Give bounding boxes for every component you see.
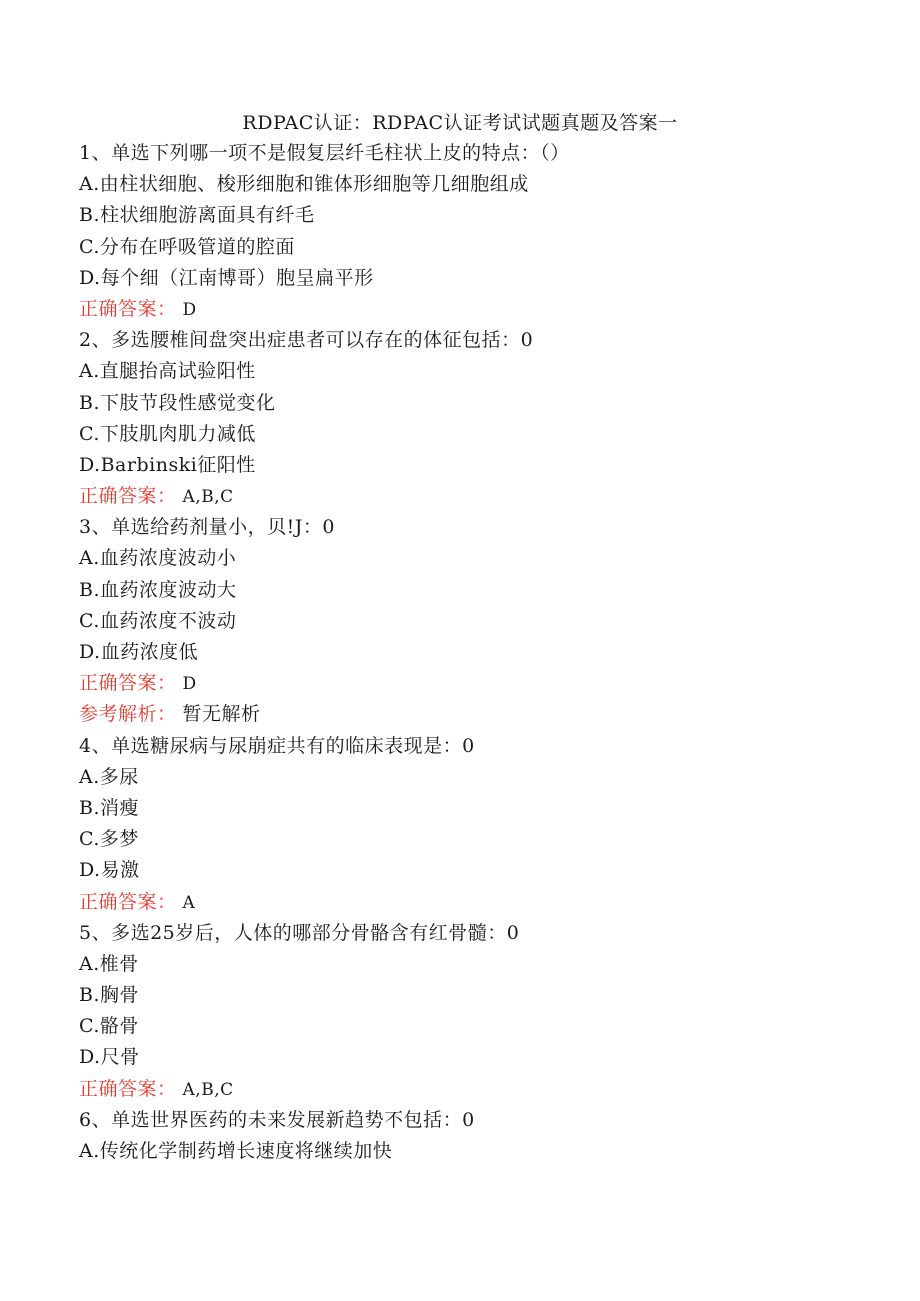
option-c: C.多梦 <box>79 828 139 851</box>
option-a: A.血药浓度波动小 <box>79 547 237 570</box>
option-c: C.血药浓度不波动 <box>79 609 237 632</box>
document-title: RDPAC认证：RDPAC认证考试试题真题及答案一 <box>242 112 678 134</box>
answer-label: 正确答案： <box>79 890 177 913</box>
option-d: D.血药浓度低 <box>79 641 199 663</box>
option-a: A.多尿 <box>79 765 139 788</box>
option-b: B.下肢节段性感觉变化 <box>79 391 276 414</box>
question-stem: 3、单选给药剂量小，贝!J：0 <box>79 516 335 539</box>
question-2 <box>79 325 859 512</box>
answer-line <box>79 481 859 512</box>
answer-value: A,B,C <box>182 487 234 508</box>
option-d: D.每个细（江南博哥）胞呈扁平形 <box>79 266 374 289</box>
answer-line <box>79 294 859 325</box>
option-c: C.骼骨 <box>79 1015 139 1038</box>
option-a: A.直腿抬高试验阳性 <box>79 360 256 383</box>
answer-label: 正确答案： <box>79 672 177 695</box>
option-a: A.椎骨 <box>79 952 139 975</box>
option-b: B.胸骨 <box>79 984 140 1007</box>
question-stem: 6、单选世界医药的未来发展新趋势不包括：0 <box>79 1108 475 1131</box>
answer-label: 正确答案： <box>79 485 177 508</box>
option-d: D.易激 <box>79 859 140 882</box>
question-3 <box>79 512 859 730</box>
answer-value: A,B,C <box>182 1079 234 1100</box>
analysis-value: 暂无解析 <box>182 703 261 726</box>
option-b: B.血药浓度波动大 <box>79 578 237 601</box>
answer-value: A <box>182 892 196 913</box>
option-c: C.下肢肌肉肌力减低 <box>79 422 256 445</box>
question-1 <box>79 138 859 325</box>
answer-line <box>79 668 859 699</box>
question-6 <box>79 1105 859 1167</box>
analysis-line <box>79 699 859 730</box>
question-4 <box>79 731 859 918</box>
option-a: A.传统化学制药增长速度将继续加快 <box>79 1140 393 1162</box>
option-d: D.Barbinski征阳性 <box>79 453 256 476</box>
question-stem: 5、多选25岁后，人体的哪部分骨骼含有红骨髓：0 <box>79 921 520 944</box>
answer-line <box>79 1074 859 1105</box>
question-stem: 2、多选腰椎间盘突出症患者可以存在的体征包括：0 <box>79 329 534 352</box>
question-5 <box>79 918 859 1105</box>
option-d: D.尺骨 <box>79 1046 140 1069</box>
question-stem: 1、单选下列哪一项不是假复层纤毛柱状上皮的特点：（） <box>79 142 570 164</box>
option-b: B.消瘦 <box>79 796 140 819</box>
option-b: B.柱状细胞游离面具有纤毛 <box>79 204 315 227</box>
answer-value: D <box>182 674 197 695</box>
answer-value: D <box>182 299 197 320</box>
analysis-label: 参考解析： <box>79 703 177 726</box>
option-a: A.由柱状细胞、梭形细胞和锥体形细胞等几细胞组成 <box>79 173 529 196</box>
answer-label: 正确答案： <box>79 297 177 320</box>
answer-line <box>79 887 859 918</box>
question-list <box>79 138 859 1167</box>
option-c: C.分布在呼吸管道的腔面 <box>79 235 295 258</box>
question-stem: 4、单选糖尿病与尿崩症共有的临床表现是：0 <box>79 734 475 757</box>
answer-label: 正确答案： <box>79 1077 177 1100</box>
